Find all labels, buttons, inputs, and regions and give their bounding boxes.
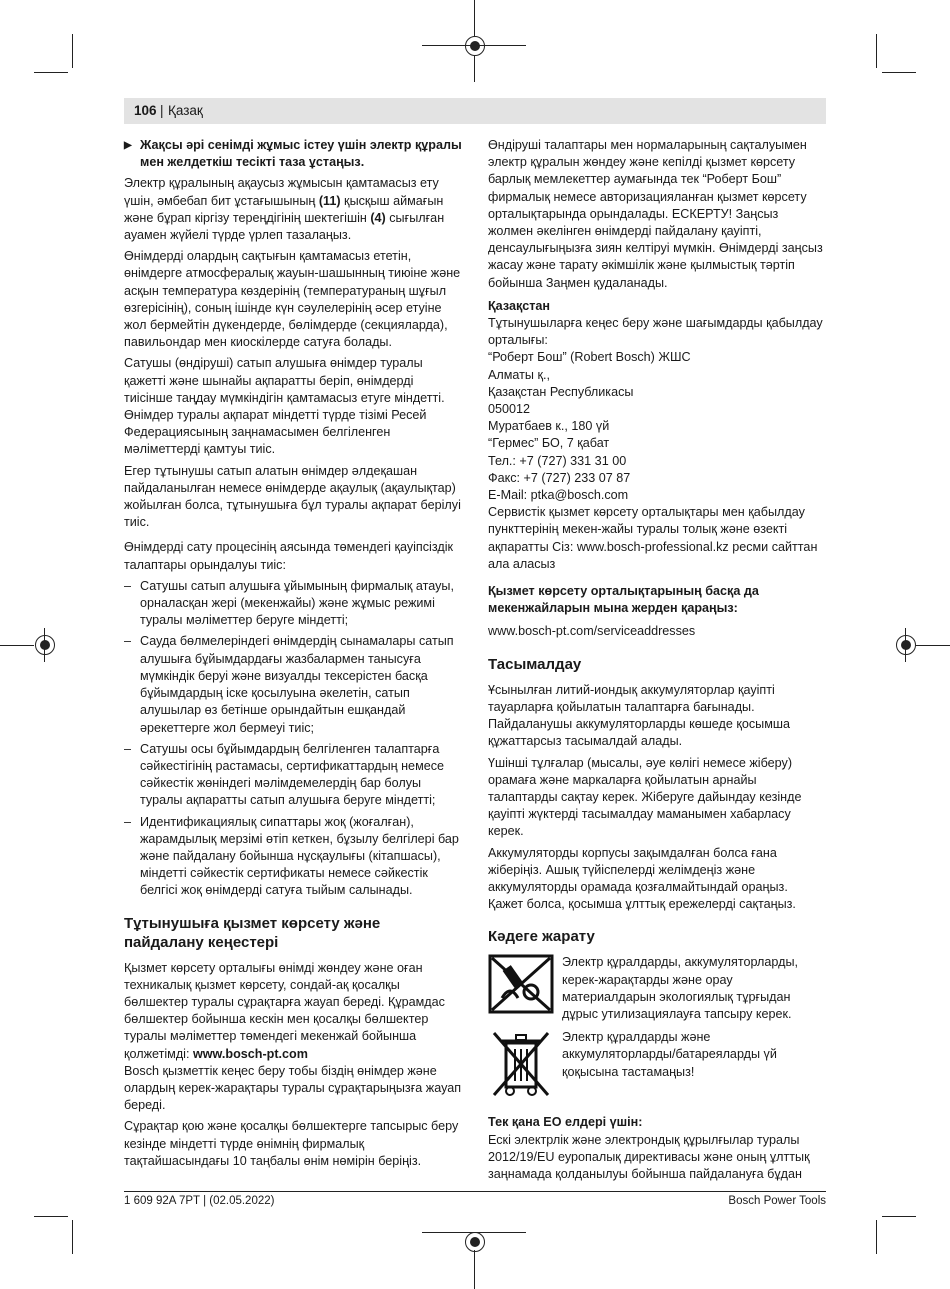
registration-mark-icon	[35, 635, 55, 655]
paragraph: Сұрақтар қою және қосалқы бөлшектерге тапсырыс беру кезінде міндетті түрде өнімнің фирмалық тақтайшасындағы 10 таңбалы өнім нөмірін беріңіз.	[124, 1119, 459, 1168]
address-block	[488, 315, 826, 573]
service-link[interactable]: www.bosch-pt.com	[192, 1046, 308, 1061]
crop-mark	[876, 34, 877, 68]
crop-mark	[34, 1216, 68, 1217]
crop-mark	[474, 0, 475, 36]
crop-mark	[474, 56, 475, 82]
address-line: Алматы қ.,	[488, 367, 550, 382]
address-line: E-Mail: ptka@bosch.com	[488, 488, 629, 503]
address-line: Сервистік қызмет көрсету орталықтары мен қабылдау пункттерінің мекен-жайы туралы толық және өзекті ақпаратты Сіз: www.bosch-professional.kz ресми сайттан ала аласыз	[488, 505, 818, 571]
address-line: Тел.: +7 (727) 331 31 00	[488, 453, 627, 468]
paragraph: Аккумуляторды корпусы зақымдалған болса ғана жіберіңіз. Ашық түйіспелерді желімдеңіз және аккумуляторды орамада қозғалмайтындай ораңыз. Қажет болса, қосымша ұлттық ережелерді сақтаңыз.	[488, 845, 796, 912]
paragraph: Қызмет көрсету орталығы өнімді жөндеу және оған техникалық қызмет көрсету, сондай-ақ қосалқы бөлшектер туралы сұрақтарға жауап береді. Құрамдас бөлшектер бойынша кескін мен қосалқы бөлшектер туралы мәліметтер төмендегі мекенжай бойынша қолжетімді: www.bosch-pt.com	[124, 960, 445, 1061]
address-line: Тұтынушыларға кеңес беру және шағымдарды қабылдау орталығы:	[488, 316, 823, 348]
crop-mark	[916, 645, 950, 646]
instruction-item: ▶ Жақсы әрі сенімді жұмыс істеу үшін электр құралы мен желдеткіш тесікті таза ұстаңыз.	[124, 137, 462, 171]
subheading-addresses: Қызмет көрсету орталықтарының басқа да мекенжайларын мына жерден қараңыз:	[488, 584, 759, 616]
paragraph: Үшінші тұлғалар (мысалы, әуе көлігі немесе жіберу) орамаға және маркаларға қойылатын арнайы талаптарды сақтау керек. Жіберуге дайындау кезінде қауіпті жүктерді тасымалдау маманымен хабарласу керек.	[488, 755, 802, 839]
paragraph: Ұсынылған литий-иондық аккумуляторлар қауіпті тауарларға қойылатын талаптарға бағынады. Пайдаланушы аккумуляторларды көшеде қосымша құжаттарсыз тасымалдай алады.	[488, 682, 791, 749]
address-line: “Гермес” БО, 7 қабат	[488, 436, 610, 451]
registration-mark-icon	[896, 635, 916, 655]
crop-mark	[876, 1220, 877, 1254]
list-item: – Идентификациялық сипаттары жоқ (жоғалған), жарамдылық мерзімі өтіп кеткен, бұзылу белгілері бар және пайдалану бойынша нұсқаулығы (кітапшасы), міндетті сәйкестік сертификаты немесе сәйкестік белгісі жоқ өнімдерді сатуға тыйым салынады.	[124, 814, 462, 900]
address-line: “Роберт Бош” (Robert Bosch) ЖШС	[488, 350, 691, 365]
address-line: Муратбаев к., 180 үй	[488, 419, 610, 434]
address-line: 050012	[488, 402, 531, 417]
crop-mark	[474, 1250, 475, 1289]
section-heading-service: Тұтынушыға қызмет көрсету және пайдалану кеңестері	[124, 914, 381, 951]
disposal-row	[488, 1029, 826, 1104]
footer-doc-number: 1 609 92A 7PT | (02.05.2022)	[124, 1195, 275, 1207]
paragraph: Электр құралының ақаусыз жұмысын қамтамасыз ету үшін, әмбебап бит ұстағышының (11) қысқыш аймағын және бұрап кіргізу тереңдігінің шектегішін (4) сығылған ауамен жүйелі түрде үрлеп тазалаңыз.	[124, 176, 445, 243]
subheading-kazakhstan: Қазақстан	[488, 298, 551, 313]
footer-brand: Bosch Power Tools	[728, 1195, 826, 1207]
left-column	[124, 137, 462, 1174]
crossed-out-bin-icon	[488, 1029, 554, 1104]
section-heading-transport: Тасымалдау	[488, 655, 582, 673]
list-item: – Сатушы сатып алушыға ұйымының фирмалық атауы, орналасқан жері (мекенжайы) және жұмыс режимі туралы мәліметтер беруге міндетті;	[124, 578, 462, 630]
right-column	[488, 137, 826, 1187]
paragraph: Электр құралдарды және аккумуляторларды/батареяларды үй қоқысына тастамаңыз!	[562, 1030, 777, 1079]
registration-mark-icon	[465, 36, 485, 56]
crop-mark	[0, 645, 34, 646]
paragraph: Өнімдерді сату процесінің аясында төмендегі қауіпсіздік талаптары орындалуы тиіс:	[124, 540, 453, 572]
page-footer	[124, 1191, 826, 1207]
disposal-row	[488, 954, 826, 1023]
list-item: – Сауда бөлмелеріндегі өнімдердің сынамалары сатып алушыға бұйымдардағы жазбалармен танысуға мүмкіндік беруі және визуалды тексерістен басқа бұйымдардың іске қосылуына әкелетін, сатып алушылар өз бетінше орындайтын ешқандай әрекеттерге жол бермеуі тиіс;	[124, 633, 462, 736]
paragraph: Электр құралдарды, аккумуляторларды, керек-жарақтарды және орау материалдарын экологиялық тұрғыдан дұрыс утилизациялауға тапсыру керек.	[562, 955, 799, 1021]
paragraph: Өндіруші талаптары мен нормаларының сақталуымен электр құралын жөндеу және кепілді қызмет көрсету барлық мемлекеттер аумағында тек “Роберт Бош” фирмалық немесе авторизацияланған қызмет көрсету орталықтарында орындалады. ЕСКЕРТУ! Заңсыз жолмен әкелінген өнімдерді пайдалану қауіпті, денсаулығыңызға зиян келтіруі мүмкін. Өнімдерді заңсыз жасау және тарату әкімшілік және қылмыстық тәртіп бойынша Заңмен қудаланады.	[488, 138, 823, 290]
page-number: 106	[134, 103, 157, 118]
list-item: – Сатушы осы бұйымдардың белгіленген талаптарға сәйкестігінің растамасы, сертификаттардың немесе сәйкестік жөніндегі мәлімдемелердің бар болуы туралы ақпаратты сатып алушыға беруге міндетті;	[124, 741, 462, 810]
header-separator: |	[160, 103, 164, 118]
paragraph: Егер тұтынушы сатып алатын өнімдер әлдеқашан пайдаланылған немесе өнімдерде ақаулық (ақаулықтар) жойылған болса, тұтынушыға бұл туралы ақпарат берілуі тиіс.	[124, 463, 461, 530]
address-link[interactable]: www.bosch-pt.com/serviceaddresses	[488, 624, 696, 639]
crop-mark	[882, 72, 916, 73]
crop-mark	[34, 72, 68, 73]
paragraph: Ескі электрлік және электрондық құрылғылар туралы 2012/19/EU еуропалық директивасы және оның ұлттық заңнамада қолданылуы бойынша пайдалануға бұдан	[488, 1132, 810, 1181]
section-heading-disposal: Кәдеге жарату	[488, 928, 595, 946]
paragraph: Сатушы (өндіруші) сатып алушыға өнімдер туралы қажетті және шынайы ақпаратты беріп, өнімдерді тиісінше таңдау мүмкіндігін қамтамасыз етуге міндетті. Өнімдер туралы ақпарат міндетті түрде тізімі Ресей Федерациясының заңнамасымен белгіленген мәліметтерді қамтуы тиіс.	[124, 356, 445, 457]
address-line: Факс: +7 (727) 233 07 87	[488, 470, 631, 485]
paragraph: Bosch қызметтік кеңес беру тобы біздің өнімдер және олардың керек-жарақтары туралы сұрақтарыңызға жауап береді.	[124, 1063, 462, 1113]
crop-mark	[882, 1216, 916, 1217]
page-header	[124, 98, 826, 124]
crop-mark	[72, 34, 73, 68]
subheading-eu: Тек қана ЕО елдері үшін:	[488, 1115, 643, 1130]
registration-mark-icon	[465, 1232, 485, 1252]
recycling-tools-icon	[488, 954, 554, 1023]
address-line: Қазақстан Республикасы	[488, 384, 634, 399]
header-language: Қазақ	[168, 103, 203, 118]
crop-mark	[72, 1220, 73, 1254]
paragraph: Өнімдерді олардың сақтығын қамтамасыз ететін, өнімдерге атмосфералық жауын-шашынның тиюіне және асқын температура көздерінің (температураның шұғыл өзгерісінің), соның ішінде күн сәулелерінің әсер етуіне жол бермейтін дүкендерде, бөлімдерде (секцияларда), павильондар мен киоскілерде сатуға болады.	[124, 249, 461, 350]
